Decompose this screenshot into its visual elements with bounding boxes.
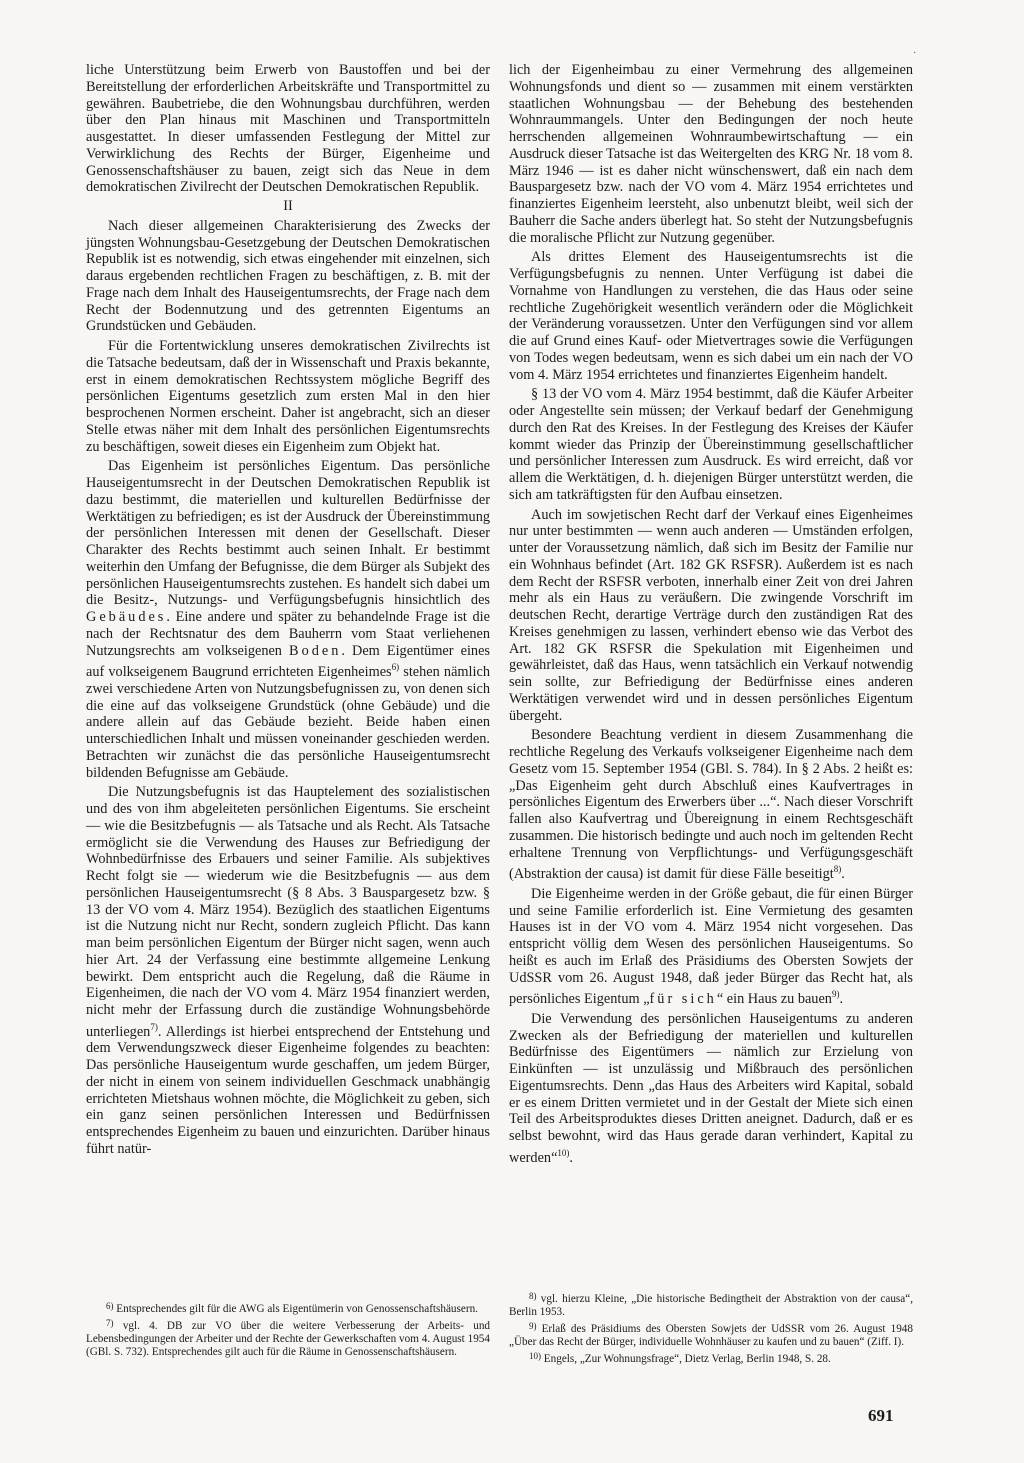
paragraph: § 13 der VO vom 4. März 1954 bestimmt, daß die Käufer Arbeiter oder Angestellte sein müssen; der Verkauf bedarf der Genehmigung durch den Rat des Kreises. In der Festlegung des Kreises der Käufer kommt wieder das Prinzip der Übereinstimmung gesellschaftlicher und persönlicher Interessen zum Ausdruck. Es wird erreicht, daß vor allem die Werktätigen, d. h. diejenigen Bürger unterstützt werden, die sich am tatkräftigsten für den Aufbau einsetzen.	[509, 386, 913, 503]
paragraph: liche Unterstützung beim Erwerb von Baustoffen und bei der Bereitstellung der erforderlichen Arbeitskräfte und Transportmittel zu gewähren. Baubetriebe, die den Wohnungsbau durchführen, werden über den Plan hinaus mit Maschinen und Transportmitteln ausgestattet. In dieser umfassenden Festlegung der Mittel zur Verwirklichung des Rechts der Bürger, Eigenheime und Genossenschaftshäuser zu bauen, zeigt sich das Neue in dem demokratischen Zivilrecht der Deutschen Demokratischen Republik.	[86, 62, 490, 196]
footnote-ref: 8)	[833, 864, 842, 875]
footnote-ref: 6)	[391, 662, 400, 673]
spaced-word: Gebäudes	[86, 609, 167, 625]
footnote: $^{8)}$ vgl. hierzu Kleine, „Die historische Bedingtheit der Abstraktion von der causa“, Berlin 1953.	[509, 1291, 913, 1318]
footnote-ref: 9)	[831, 989, 840, 1000]
paragraph: Besondere Beachtung verdient in diesem Zusammenhang die rechtliche Regelung des Verkaufs volkseigener Eigenheime nach dem Gesetz vom 15. September 1954 (GBl. S. 784). In § 2 Abs. 2 heißt es: „Das Eigenheim geht durch Abschluß eines Kaufvertrages in persönliches Eigentum des Erwerbers über ...“. Nach dieser Vorschrift fallen also Kaufvertrag und Übereignung in einem Rechtsgeschäft zusammen. Die historisch bedingte und auch noch im geltenden Recht erhaltene Trennung von Verpflichtungs- und Verfügungsgeschäft (Abstraktion der causa) ist damit für diese Fälle beseitigt$^{8)}$.	[509, 727, 913, 883]
paragraph: lich der Eigenheimbau zu einer Vermehrung des allgemeinen Wohnungsfonds und dient so — zusammen mit einem verstärkten staatlichen Wohnungsbau — der Behebung des bestehenden Wohnraummangels. Unter den Bedingungen der noch heute herrschenden allgemeinen Wohnraumbewirtschaftung — ein Ausdruck dieser Tatsache ist das Weitergelten des KRG Nr. 18 vom 8. März 1946 — ist es daher nicht wünschenswert, daß ein nach dem Bauspargesetz bzw. nach der VO vom 4. März 1954 errichtetes und finanziertes Eigenheim leersteht, also unbenutzt bleibt, weil sich der Bauherr die Sache anders überlegt hat. So steht der Nutzungsbefugnis die moralische Pflicht zur Nutzung gegenüber.	[509, 62, 913, 246]
paragraph-nutzung: Die Nutzungsbefugnis ist das Hauptelement des sozialistischen und des von ihm abgeleiteten persönlichen Eigentums. Sie erscheint — wie die Besitzbefugnis — als Tatsache und als Recht. Als Tatsache ermöglicht sie die Verwendung des Hauses zur Befriedigung der Wohnbedürfnisse des Erbauers und seiner Familie. Als subjektives Recht folgt sie — wiederum wie die Besitzbefugnis — aus dem persönlichen Hauseigentumsrecht (§ 8 Abs. 3 Bauspargesetz bzw. § 13 der VO vom 4. März 1954). Bezüglich des staatlichen Eigentums ist die Nutzung nicht nur Recht, sondern zugleich Pflicht. Das kann man beim persönlichen Eigentum der Bürger nicht sagen, wenn auch hier Art. 24 der Verfassung eine bestimmte allgemeine Lenkung bewirkt. Dem entspricht auch die Regelung, daß die Räume in Eigenheimen, die nach der VO vom 4. März 1954 finanziert werden, nicht mehr der Erfassung durch die zuständige Wohnungsbehörde unterliegen$^{7)}$. Allerdings ist hierbei entsprechend der Entstehung und dem Verwendungszweck dieser Eigenheime folgendes zu beachten: Das persönliche Hauseigentum wurde geschaffen, um jedem Bürger, der nicht in einem von seinem individuellen Geschmack unabhängig errichteten Mietshaus wohnen möchte, die Möglichkeit zu geben, sich ein ganz seinen persönlichen Interessen und Bedürfnissen entsprechendes Eigenheim zu bauen und einzurichten. Darüber hinaus führt natür-	[86, 784, 490, 1157]
footnote-ref: 10)	[557, 1147, 570, 1158]
paragraph-eigenheim: Das Eigenheim ist persönliches Eigentum. Das persönliche Hauseigentumsrecht in der Deutschen Demokratischen Republik ist dazu bestimmt, die materiellen und kulturellen Bedürfnisse der Werktätigen zu befriedigen; es ist der Ausdruck der Übereinstimmung der persönlichen Interessen mit denen der Gesellschaft. Dieser Charakter des Rechts bestimmt auch seinen Inhalt. Er bestimmt weiterhin den Umfang der Befugnisse, die dem Bürger als Subjekt des persönlichen Hauseigentumsrechts zustehen. Es handelt sich dabei um die Besitz-, Nutzungs- und Verfügungsbefugnis hinsichtlich des Gebäudes. Eine andere und später zu behandelnde Frage ist die nach der Rechtsnatur des dem Bauherrn vom Staat verliehenen Nutzungsrechts am volkseigenen Boden. Dem Eigentümer eines auf volkseigenem Baugrund errichteten Eigenheimes$^{6)}$ stehen nämlich zwei verschiedene Arten von Nutzungsbefugnissen zu, von denen sich die eine auf das volkseigene Grundstück (ohne Gebäude) und die andere allein auf das Gebäude bezieht. Beide haben einen unterschiedlichen Inhalt und müssen voneinander geschieden werden. Betrachten wir zunächst die das persönliche Hauseigentumsrecht bildenden Befugnisse am Gebäude.	[86, 458, 490, 781]
paragraph: Die Verwendung des persönlichen Hauseigentums zu anderen Zwecken als der Befriedigung der materiellen und kulturellen Bedürfnisse des Eigentümers — nämlich zur Erzielung von Einkünften — ist unzulässig und Mißbrauch des persönlichen Eigentumsrechts. Denn „das Haus des Arbeiters wird Kapital, sobald er es einem Dritten vermietet und in der Gestalt der Miete sich einen Teil des Arbeitsproduktes dieses Dritten aneignet. Dadurch, daß er es selbst bewohnt, wird das Haus gerade daran verhindert, Kapital zu werden“$^{10)}$.	[509, 1010, 913, 1166]
footnote: $^{10)}$ Engels, „Zur Wohnungsfrage“, Dietz Verlag, Berlin 1948, S. 28.	[529, 1351, 831, 1365]
spaced-word: für sich	[649, 991, 717, 1008]
page-number: 691	[868, 1406, 894, 1425]
spaced-word: Boden	[289, 642, 342, 659]
footnote-ref: 7)	[150, 1021, 158, 1032]
footnote: $^{9)}$ Erlaß des Präsidiums des Obersten Sowjets der UdSSR vom 26. August 1948 „Über das Recht der Bürger, individuelle Wohnhäuser zu kaufen und zu bauen“ (Ziff. I).	[509, 1321, 913, 1348]
right-column	[509, 62, 913, 1166]
paragraph: Die Eigenheime werden in der Größe gebaut, die für einen Bürger und seine Familie erforderlich ist. Eine Vermietung des gesamten Hauses ist in der VO vom 4. März 1954 nicht vorgesehen. Das entspricht völlig dem Wesen des persönlichen Hauseigentums. So heißt es auch im Erlaß des Präsidiums des Obersten Sowjets der UdSSR vom 26. August 1948, daß jeder Bürger das Recht hat, als persönliches Eigentum „für sich“ ein Haus zu bauen$^{9)}$.	[509, 885, 913, 1008]
footnotes-left	[86, 1300, 490, 1360]
footnote: $^{7)}$ vgl. 4. DB zur VO über die weitere Verbesserung der Arbeits- und Lebensbedingungen der Arbeiter und der Rechte der Gewerkschaften vom 4. August 1954 (GBl. S. 732). Entsprechendes gilt auch für die Räume in Genossenschaftshäusern.	[86, 1318, 491, 1358]
corner-mark: ·	[913, 48, 917, 59]
footnote: $^{6)}$ Entsprechendes gilt für die AWG als Eigentümerin von Genossenschaftshäusern.	[106, 1301, 478, 1315]
left-column	[86, 62, 490, 1158]
footnotes-right	[509, 1290, 913, 1367]
paragraph: Für die Fortentwicklung unseres demokratischen Zivilrechts ist die Tatsache bedeutsam, daß der in Wissenschaft und Praxis bekannte, erst in einem demokratischen Rechtssystem mögliche Begriff des persönlichen Eigentums gesetzlich zum ersten Mal in den hier besprochenen Normen erscheint. Daher ist angebracht, sich an dieser Stelle etwas näher mit dem Inhalt des persönlichen Eigentumsrechts zu beschäftigen, soweit dieses ein Eigenheim zum Objekt hat.	[86, 338, 490, 455]
paragraph: Nach dieser allgemeinen Charakterisierung des Zwecks der jüngsten Wohnungsbau-Gesetzgebung der Deutschen Demokratischen Republik ist es notwendig, sich etwas eingehender mit einzelnen, sich daraus ergebenden rechtlichen Fragen zu beschäftigen, z. B. mit der Frage nach dem Inhalt des Hauseigentumsrechts, der Frage nach dem Recht der Bodennutzung und des getrennten Eigentums an Grundstücken und Gebäuden.	[86, 217, 490, 335]
paragraph: Auch im sowjetischen Recht darf der Verkauf eines Eigenheimes nur unter bestimmten — wenn auch anderen — Umständen erfolgen, unter der Voraussetzung nämlich, daß sich im Besitz der Familie nur ein Wohnhaus befindet (Art. 182 GK RSFSR). Außerdem ist es nach dem Recht der RSFSR verboten, innerhalb einer Zeit von drei Jahren mehr als ein Haus zu veräußern. Die zwingende Vorschrift im deutschen Recht, derartige Verträge durch den zuständigen Rat des Kreises genehmigen zu lassen, verhindert ebenso wie das Verbot des Art. 182 GK RSFSR die Spekulation mit Eigenheimen und gewährleistet, daß das Haus, wenn tatsächlich ein Verkauf notwendig sein sollte, zur Befriedigung der Bedürfnisse eines anderen Werktätigen verwendet wird und in dessen persönliches Eigentum übergeht.	[509, 506, 913, 724]
paragraph: Als drittes Element des Hauseigentumsrechts ist die Verfügungsbefugnis zu nennen. Unter Verfügung ist dabei die Vornahme von Handlungen zu verstehen, die das Haus oder seine rechtliche Zugehörigkeit wesentlich verändern oder die Möglichkeit der Veränderung voraussetzen. Unter den Verfügungen sind vor allem die auf Grund eines Kauf- oder Mietvertrages sowie die Verfügungen von Todes wegen bedeutsam, wenn es sich dabei um ein nach der VO vom 4. März 1954 errichtetes und finanziertes Eigenheim handelt.	[509, 249, 913, 383]
section-heading: II	[283, 198, 293, 214]
